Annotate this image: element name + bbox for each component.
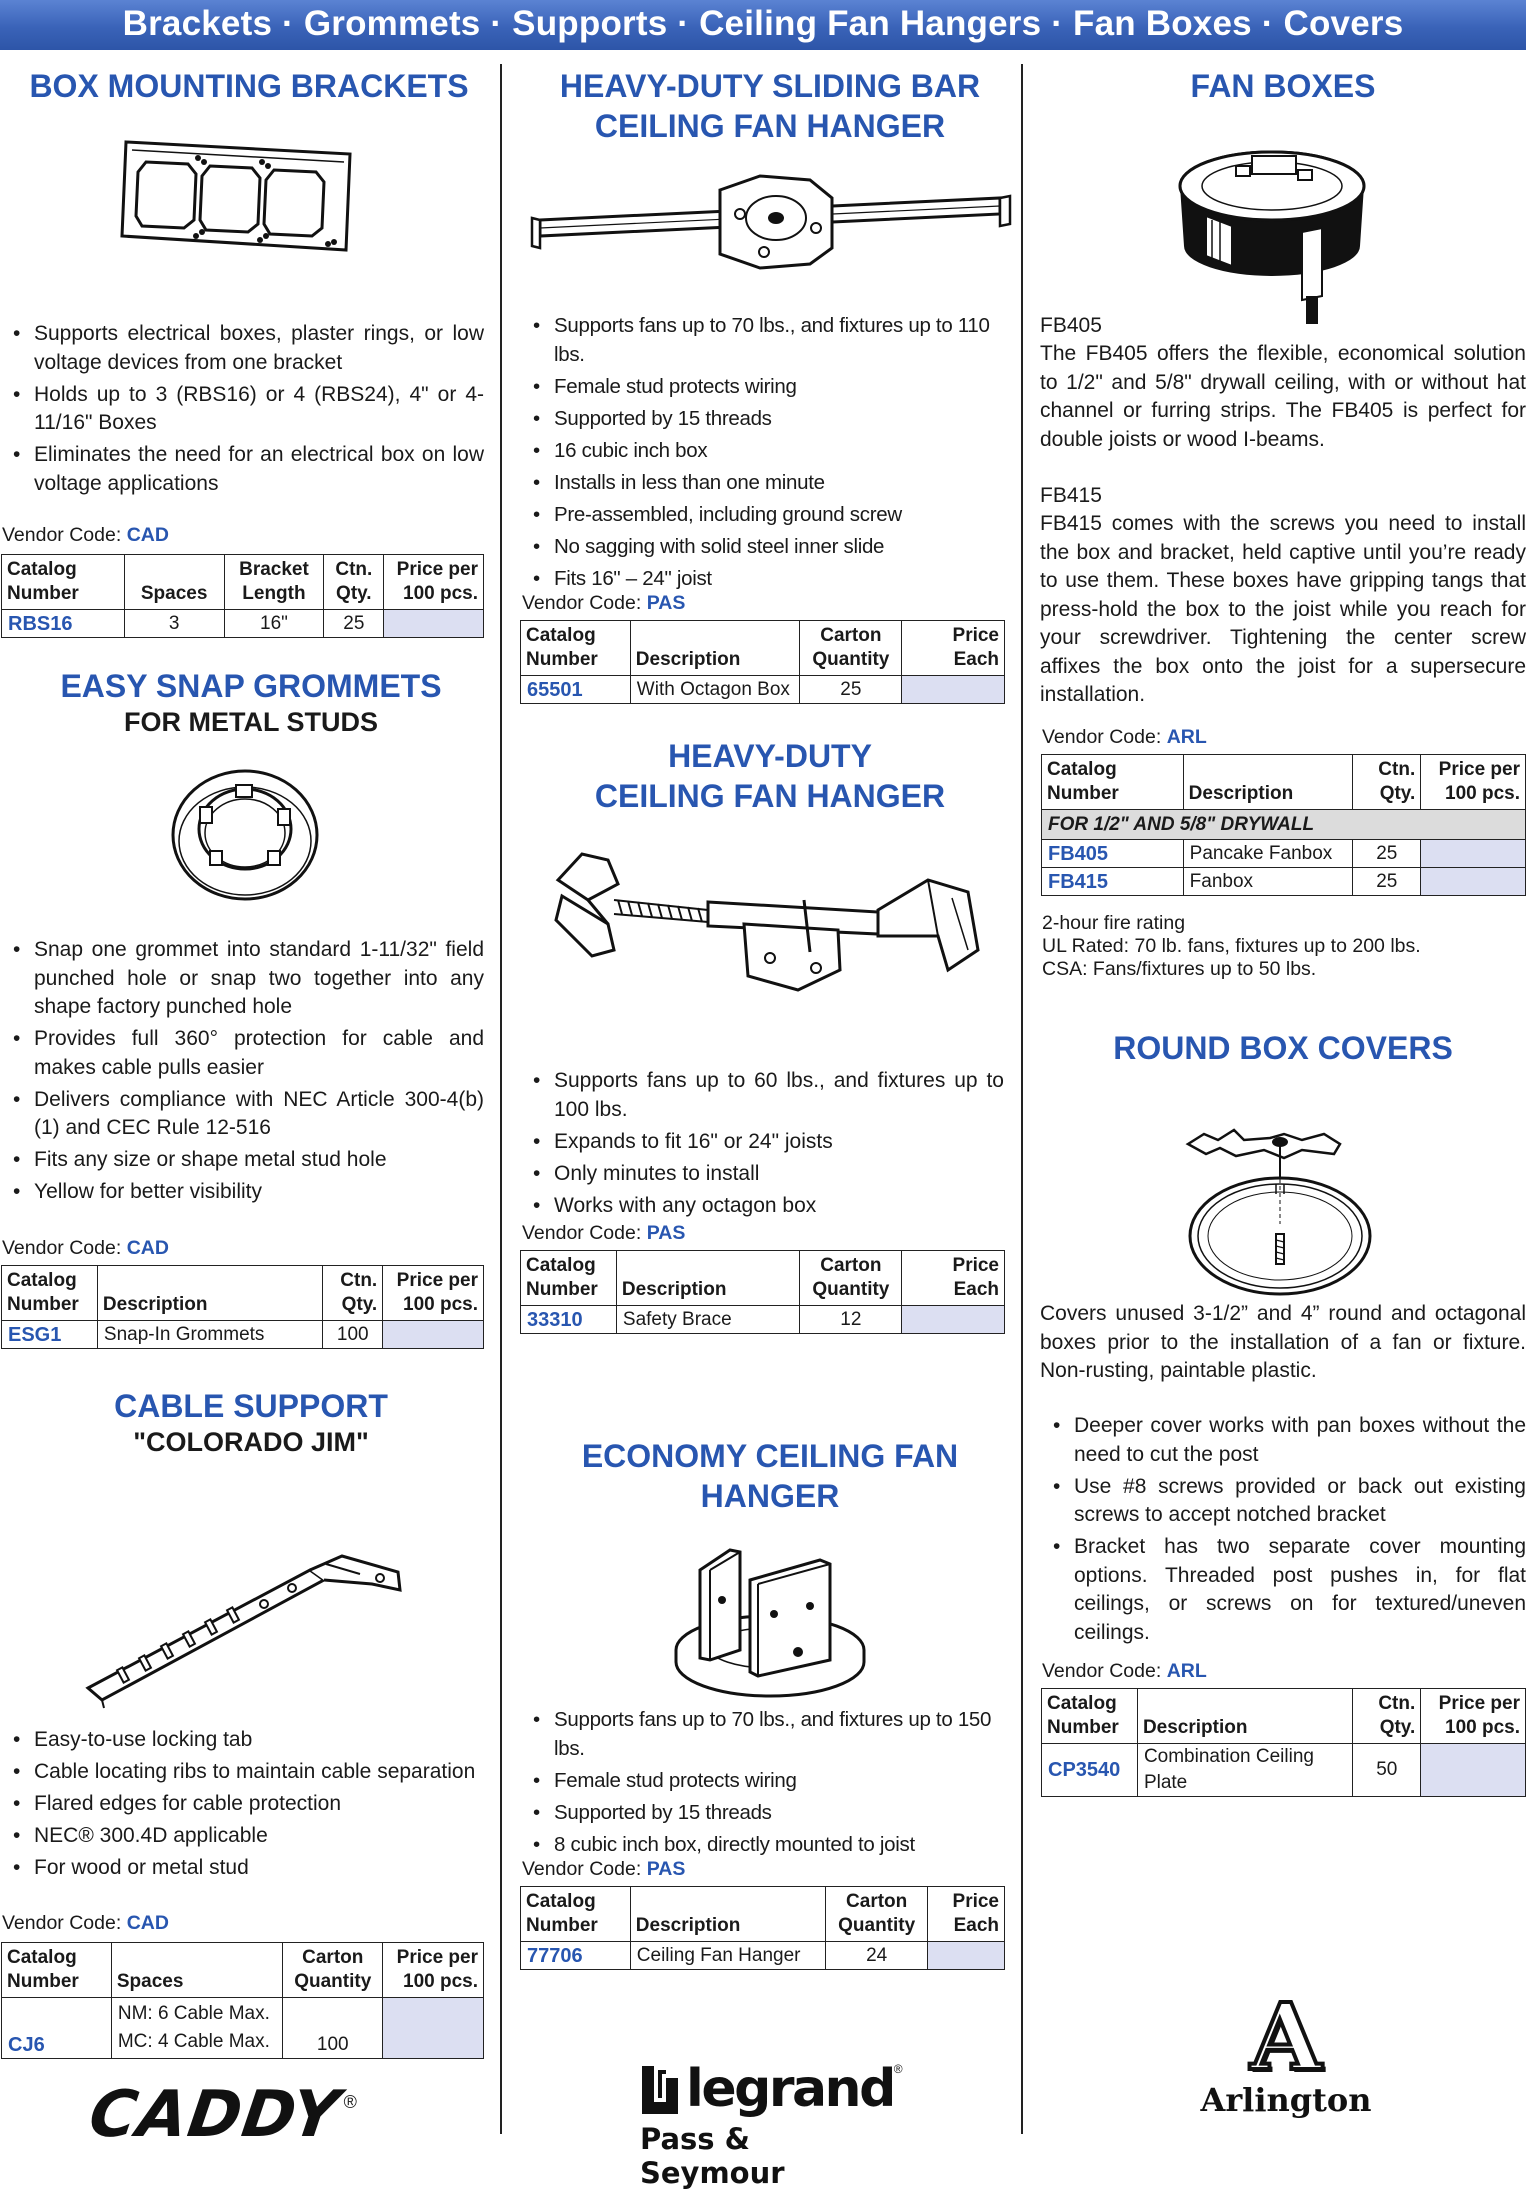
vendor-label: Vendor Code: [1042, 726, 1162, 748]
vendor-code-line [1042, 1660, 1207, 1683]
sliding-bar-table [520, 620, 1005, 704]
spaces-cell [111, 1998, 282, 2059]
price-cell [384, 610, 484, 638]
title-line: HEAVY-DUTY [668, 738, 872, 774]
vendor-code: ARL [1166, 726, 1207, 748]
brackets-features [2, 320, 484, 502]
vendor-label: Vendor Code: [522, 1222, 642, 1244]
feature-item: • Expands to fit 16" or 24" joists [522, 1128, 1004, 1157]
feature-item: • Deeper cover works with pan boxes without the need to cut the post [1042, 1412, 1526, 1469]
qty-cell: 12 [800, 1306, 902, 1334]
grommet-image [170, 755, 320, 905]
table-row [1042, 1744, 1526, 1797]
vendor-code-line [2, 524, 169, 547]
economy-features [522, 1706, 1014, 1863]
section-title-grommets: EASY SNAP GROMMETS [60, 668, 442, 704]
title-line: HEAVY-DUTY SLIDING BAR [559, 68, 981, 104]
sliding-bar-image [520, 168, 1020, 308]
caddy-logo [84, 2078, 357, 2152]
col-header: Ctn. Qty. [323, 1266, 383, 1321]
price-cell [1421, 840, 1526, 868]
vendor-code-line [522, 1222, 685, 1245]
spaces-cell: 3 [124, 610, 224, 638]
description-cell: Snap-In Grommets [97, 1321, 322, 1349]
heavy-duty-hanger-image [548, 840, 988, 1020]
col-header: Catalog Number [2, 555, 125, 610]
spaces-line: NM: 6 Cable Max. [117, 2003, 270, 2024]
col-header: Ctn. Qty. [1353, 755, 1421, 810]
description-cell: Ceiling Fan Hanger [630, 1942, 825, 1970]
price-cell [902, 1306, 1005, 1334]
description-cell: Pancake Fanbox [1183, 840, 1353, 868]
qty-cell: 24 [826, 1942, 928, 1970]
price-cell [902, 676, 1005, 704]
cable-support-image [80, 1550, 410, 1710]
col-header: Catalog Number [2, 1266, 98, 1321]
column-divider [1021, 64, 1023, 2134]
table-row [521, 1306, 1005, 1334]
vendor-label: Vendor Code: [2, 1912, 122, 1934]
vendor-code: ARL [1166, 1660, 1207, 1682]
col-header: Bracket Length [224, 555, 324, 610]
feature-item: • Supported by 15 threads [522, 405, 1014, 434]
registered-mark: ® [893, 2062, 903, 2076]
col-header: Price Each [902, 1251, 1005, 1306]
heavy-duty-features [522, 1067, 1004, 1224]
catalog-number: RBS16 [2, 610, 125, 638]
feature-item: • Easy-to-use locking tab [2, 1726, 492, 1755]
col-header: Catalog Number [2, 1943, 112, 1998]
feature-item: • Only minutes to install [522, 1160, 1004, 1189]
arlington-logo-text: Arlington [1200, 2081, 1372, 2119]
section-title-sliding-bar [520, 66, 1020, 146]
note-line: UL Rated: 70 lb. fans, fixtures up to 200 lbs. [1042, 935, 1421, 957]
covers-features [1042, 1412, 1526, 1651]
feature-item: • Eliminates the need for an electrical box on low voltage applications [2, 441, 484, 498]
catalog-number: 77706 [521, 1942, 631, 1970]
legrand-mark-icon [640, 2064, 680, 2116]
economy-hanger-image [670, 1540, 870, 1690]
qty-cell: 100 [323, 1321, 383, 1349]
col-header: Spaces [111, 1943, 282, 1998]
feature-item: • Use #8 screws provided or back out existing screws to accept notched bracket [1042, 1473, 1526, 1530]
vendor-code: PAS [646, 1858, 686, 1880]
column-divider [500, 64, 502, 2134]
qty-cell: 50 [1353, 1744, 1421, 1797]
title-line: ECONOMY CEILING FAN [581, 1438, 959, 1474]
col-header: Catalog Number [521, 1251, 617, 1306]
table-row [2, 610, 484, 638]
covers-description: Covers unused 3-1/2” and 4” round and octagonal boxes prior to the installation of a fan or fixture. Non-rusting, paintable plastic. [1040, 1302, 1526, 1382]
legrand-logo [640, 2059, 903, 2190]
qty-cell: 25 [324, 610, 384, 638]
covers-table [1041, 1688, 1526, 1797]
table-section-row [1042, 810, 1526, 840]
note-line: 2-hour fire rating [1042, 912, 1186, 934]
col-header: Price per 100 pcs. [1421, 1689, 1526, 1744]
feature-item: • Supports electrical boxes, plaster rings, or low voltage devices from one bracket [2, 320, 484, 377]
fb405-title: FB405 [1040, 314, 1102, 337]
spaces-line: MC: 4 Cable Max. [117, 2031, 270, 2052]
feature-item: • No sagging with solid steel inner slide [522, 533, 1014, 562]
length-cell: 16" [224, 610, 324, 638]
qty-cell: 25 [800, 676, 902, 704]
feature-item: • Supports fans up to 70 lbs., and fixtures up to 110 lbs. [522, 312, 1014, 369]
title-line: CEILING FAN HANGER [594, 108, 946, 144]
table-row [1042, 868, 1526, 896]
col-header: Spaces [124, 555, 224, 610]
title-line: HANGER [700, 1478, 840, 1514]
fan-box-notes [1042, 912, 1526, 981]
pass-seymour-text: Pass & Seymour [640, 2122, 785, 2190]
price-cell [928, 1942, 1005, 1970]
price-cell [383, 1998, 484, 2059]
feature-item: • For wood or metal stud [2, 1854, 492, 1883]
heavy-duty-table [520, 1250, 1005, 1334]
feature-item: • Snap one grommet into standard 1-11/32" field punched hole or snap two together into any shape factory punched hole [2, 936, 484, 1022]
catalog-number: FB415 [1042, 868, 1184, 896]
feature-item: • Bracket has two separate cover mounting options. Threaded post pushes in, for flat ceilings, or screws on for textured/uneven ceilings. [1042, 1533, 1526, 1647]
col-header: Price per 100 pcs. [383, 1266, 484, 1321]
vendor-label: Vendor Code: [2, 524, 122, 546]
feature-item: • Provides full 360° protection for cable and makes cable pulls easier [2, 1025, 484, 1082]
col-header: Description [97, 1266, 322, 1321]
description-cell: Fanbox [1183, 868, 1353, 896]
cable-support-features [2, 1726, 492, 1886]
col-header: Description [630, 621, 800, 676]
col-header: Price per 100 pcs. [1421, 755, 1526, 810]
vendor-code: CAD [126, 1912, 169, 1934]
caddy-logo-text: CADDY [84, 2078, 345, 2152]
economy-table [520, 1886, 1005, 1970]
price-cell [1421, 1744, 1526, 1797]
vendor-label: Vendor Code: [1042, 1660, 1162, 1682]
col-header: Price per 100 pcs. [384, 555, 484, 610]
vendor-code-line [2, 1237, 169, 1260]
feature-item: • Supported by 15 threads [522, 1799, 1014, 1828]
feature-item: • Supports fans up to 70 lbs., and fixtures up to 150 lbs. [522, 1706, 1014, 1763]
table-row [1042, 840, 1526, 868]
sliding-bar-features [522, 312, 1014, 597]
feature-item: • 8 cubic inch box, directly mounted to joist [522, 1831, 1014, 1860]
feature-item: • Installs in less than one minute [522, 469, 1014, 498]
col-header: Price per 100 pcs. [383, 1943, 484, 1998]
feature-item: • Yellow for better visibility [2, 1178, 484, 1207]
qty-cell: 25 [1353, 868, 1421, 896]
vendor-label: Vendor Code: [522, 592, 642, 614]
vendor-code-line [2, 1912, 169, 1935]
section-subtitle-cable-support: "COLORADO JIM" [133, 1427, 369, 1457]
catalog-number: CP3540 [1042, 1744, 1138, 1797]
arlington-logo [1196, 1983, 1376, 2119]
section-subtitle-grommets: FOR METAL STUDS [124, 707, 378, 737]
col-header: Description [1183, 755, 1353, 810]
vendor-code: CAD [126, 524, 169, 546]
vendor-label: Vendor Code: [2, 1237, 122, 1259]
section-title-economy [520, 1436, 1020, 1516]
col-header: Catalog Number [521, 1887, 631, 1942]
col-header: Ctn. Qty. [324, 555, 384, 610]
feature-item: • Female stud protects wiring [522, 373, 1014, 402]
feature-item: • 16 cubic inch box [522, 437, 1014, 466]
col-header: Ctn. Qty. [1353, 1689, 1421, 1744]
legrand-logo-text: legrand [686, 2059, 894, 2119]
col-header: Carton Quantity [800, 621, 902, 676]
description-cell: Safety Brace [616, 1306, 800, 1334]
col-header: Price Each [928, 1887, 1005, 1942]
catalog-number: ESG1 [2, 1321, 98, 1349]
table-row [521, 1942, 1005, 1970]
col-header: Price Each [902, 621, 1005, 676]
vendor-label: Vendor Code: [522, 1858, 642, 1880]
title-line: CEILING FAN HANGER [594, 778, 946, 814]
description-cell: With Octagon Box [630, 676, 800, 704]
table-row [2, 1321, 484, 1349]
catalog-number: CJ6 [2, 1998, 112, 2059]
section-title-fan-boxes: FAN BOXES [1190, 68, 1376, 104]
fan-box-image [1172, 136, 1372, 336]
brackets-table [1, 554, 484, 638]
fan-boxes-table [1041, 754, 1526, 896]
fb415-description: FB415 comes with the screws you need to install the box and bracket, held captive until you’re ready to use them. These boxes have gripping tangs that press-hold the box to the joist while you reach for your screwdriver. Tightening the center screw affixes the box onto the joist for a supersecure installation. [1040, 512, 1526, 706]
vendor-code: PAS [646, 1222, 686, 1244]
col-header: Catalog Number [1042, 755, 1184, 810]
description-cell: Combination Ceiling Plate [1137, 1744, 1352, 1797]
registered-mark: ® [343, 2092, 357, 2112]
section-title-cable-support: CABLE SUPPORT [114, 1388, 388, 1424]
col-header: Description [630, 1887, 825, 1942]
vendor-code: CAD [126, 1237, 169, 1259]
section-title-brackets: BOX MOUNTING BRACKETS [29, 68, 469, 104]
feature-item: • Holds up to 3 (RBS16) or 4 (RBS24), 4" or 4-11/16" Boxes [2, 381, 484, 438]
section-title-heavy-duty [520, 736, 1020, 816]
section-label: FOR 1/2" AND 5/8" DRYWALL [1042, 810, 1526, 840]
feature-item: • Cable locating ribs to maintain cable separation [2, 1758, 492, 1787]
feature-item: • Fits any size or shape metal stud hole [2, 1146, 484, 1175]
grommets-features [2, 936, 484, 1210]
qty-cell: 100 [283, 1998, 383, 2059]
vendor-code-line [1042, 726, 1207, 749]
col-header: Description [1137, 1689, 1352, 1744]
vendor-code: PAS [646, 592, 686, 614]
catalog-number: 65501 [521, 676, 631, 704]
fb415-title: FB415 [1040, 484, 1102, 507]
cable-support-table [1, 1942, 484, 2059]
col-header: Catalog Number [1042, 1689, 1138, 1744]
col-header: Carton Quantity [283, 1943, 383, 1998]
feature-item: • NEC® 300.4D applicable [2, 1822, 492, 1851]
round-box-cover-image [1184, 1084, 1384, 1304]
feature-item: • Fits 16" – 24" joist [522, 565, 1014, 594]
vendor-code-line [522, 1858, 685, 1881]
price-cell [1421, 868, 1526, 896]
page-banner: Brackets · Grommets · Supports · Ceiling Fan Hangers · Fan Boxes · Covers [0, 0, 1526, 50]
price-cell [383, 1321, 484, 1349]
col-header: Catalog Number [521, 621, 631, 676]
qty-cell: 25 [1353, 840, 1421, 868]
feature-item: • Pre-assembled, including ground screw [522, 501, 1014, 530]
grommets-table [1, 1265, 484, 1349]
table-row [2, 1998, 484, 2059]
section-title-round-box-covers: ROUND BOX COVERS [1113, 1030, 1453, 1066]
note-line: CSA: Fans/fixtures up to 50 lbs. [1042, 958, 1317, 980]
vendor-code-line [522, 592, 685, 615]
feature-item: • Female stud protects wiring [522, 1767, 1014, 1796]
catalog-number: 33310 [521, 1306, 617, 1334]
feature-item: • Delivers compliance with NEC Article 300-4(b)(1) and CEC Rule 12-516 [2, 1086, 484, 1143]
catalog-number: FB405 [1042, 840, 1184, 868]
bracket-image [118, 132, 358, 258]
table-row [521, 676, 1005, 704]
feature-item: • Supports fans up to 60 lbs., and fixtures up to 100 lbs. [522, 1067, 1004, 1124]
col-header: Carton Quantity [826, 1887, 928, 1942]
arlington-mark-icon: A [1250, 1983, 1322, 2091]
fb405-description: The FB405 offers the flexible, economical solution to 1/2" and 5/8" drywall ceiling, with or without hat channel or furring strips. The FB405 is perfect for double joists or wood I-beams. [1040, 342, 1526, 451]
feature-item: • Flared edges for cable protection [2, 1790, 492, 1819]
col-header: Carton Quantity [800, 1251, 902, 1306]
feature-item: • Works with any octagon box [522, 1192, 1004, 1221]
col-header: Description [616, 1251, 800, 1306]
